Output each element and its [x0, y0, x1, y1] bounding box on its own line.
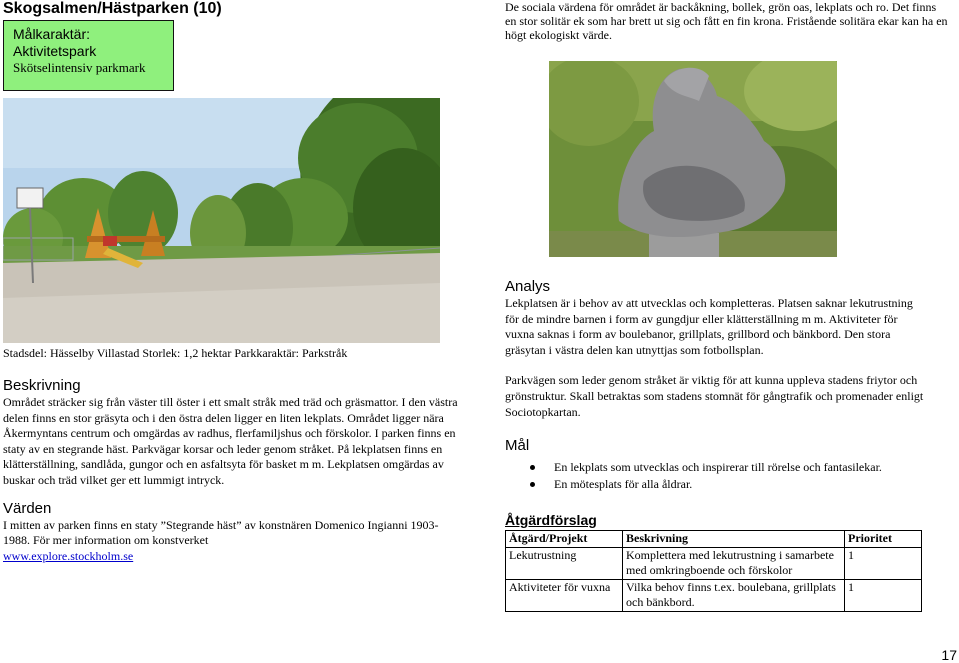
- page-title: Skogsalmen/Hästparken (10): [3, 0, 222, 17]
- atgard-heading: Åtgärdförslag: [505, 512, 597, 528]
- mal-heading: Mål: [505, 437, 530, 455]
- table-cell: 1: [845, 547, 922, 579]
- mal-item: En lekplats som utvecklas och inspirerar till rörelse och fantasilekar.: [505, 459, 925, 476]
- mal-item: En mötesplats för alla åldrar.: [505, 476, 925, 493]
- statue-photo-svg: [549, 61, 837, 257]
- table-header-row: [506, 531, 922, 548]
- statue-photo: [549, 61, 837, 257]
- table-row: [506, 547, 922, 579]
- malkaraktar-box: [3, 20, 174, 91]
- table-cell: Lekutrustning: [506, 547, 623, 579]
- beskrivning-heading: Beskrivning: [3, 377, 81, 394]
- varden-text: I mitten av parken finns en staty ”Stegrande häst” av konstnären Domenico Ingianni 1903-1988. För mer information om konstverket: [3, 517, 439, 548]
- atgard-table: [505, 530, 922, 612]
- col-header: Åtgärd/Projekt: [506, 531, 623, 548]
- playground-photo: [3, 98, 440, 343]
- analys-p2: Parkvägen som leder genom stråket är viktig för att kunna uppleva stadens friytor och grönstruktur. Skall betraktas som stadens stomnät för gångtrafik och promenader enligt Sociotopkartan.: [505, 373, 924, 419]
- page-number: 17: [941, 647, 957, 663]
- stats-line: Stadsdel: Hässelby Villastad Storlek: 1,2 hektar Parkkaraktär: Parkstråk: [3, 346, 348, 360]
- table-cell: 1: [845, 579, 922, 611]
- beskrivning-text: Området sträcker sig från väster till öster i ett smalt stråk med träd och gräsmattor. I den västra delen finns en stor gräsyta och i den östra delen ligger en liten lekplats. Området ligger nära Åkermyntans centrum och omgärdas av radhus, flerfamiljshus och förskolor. I parken finns en staty av en stegrande häst. Parkvägar korsar och leder genom stråket. På lekplatsen finns en klätterställning, sandlåda, gungor och en asfaltsyta för basket m m. Lekplatsen omgärdas av buskar och träd vilket ger ett lummigt intryck.: [3, 395, 458, 487]
- explore-link[interactable]: www.explore.stockholm.se: [3, 548, 134, 563]
- atgard-section: [505, 511, 922, 612]
- table-cell: Komplettera med lekutrustning i samarbete med omkringboende och förskolor: [623, 547, 845, 579]
- malkaraktar-line1: Aktivitetspark: [13, 43, 97, 59]
- analys-p1: Lekplatsen är i behov av att utvecklas och kompletteras. Platsen saknar lekutrustning för de mindre barnen i form av gungdjur eller klätterställning m m. Aktiviteter för vuxna saknas i form av boulebanor, grillplats, grillbord och bänkbord. Den stora gräsytan i västra delen kan utnyttjas som fotbollsplan.: [505, 296, 913, 357]
- playground-photo-svg: [3, 98, 440, 343]
- table-row: [506, 579, 922, 611]
- table-cell: Vilka behov finns t.ex. boulebana, grillplats och bänkbord.: [623, 579, 845, 611]
- left-column: [3, 377, 458, 564]
- table-cell: Aktiviteter för vuxna: [506, 579, 623, 611]
- malkaraktar-heading: Målkaraktär:: [13, 26, 91, 42]
- col-header: Beskrivning: [623, 531, 845, 548]
- malkaraktar-line2: Skötselintensiv parkmark: [13, 60, 146, 75]
- varden-heading: Värden: [3, 499, 52, 517]
- col-header: Prioritet: [845, 531, 922, 548]
- mal-list: [505, 459, 925, 493]
- right-column: [505, 278, 925, 493]
- analys-heading: Analys: [505, 278, 551, 295]
- intro-text: De sociala värdena för området är backåkning, bollek, grön oas, lekplats och ro. Det finns en stor solitär ek som har brett ut sig och fått en fin krona. Fristående solitära ekar kan ha en högt ekologiskt värde.: [505, 0, 948, 42]
